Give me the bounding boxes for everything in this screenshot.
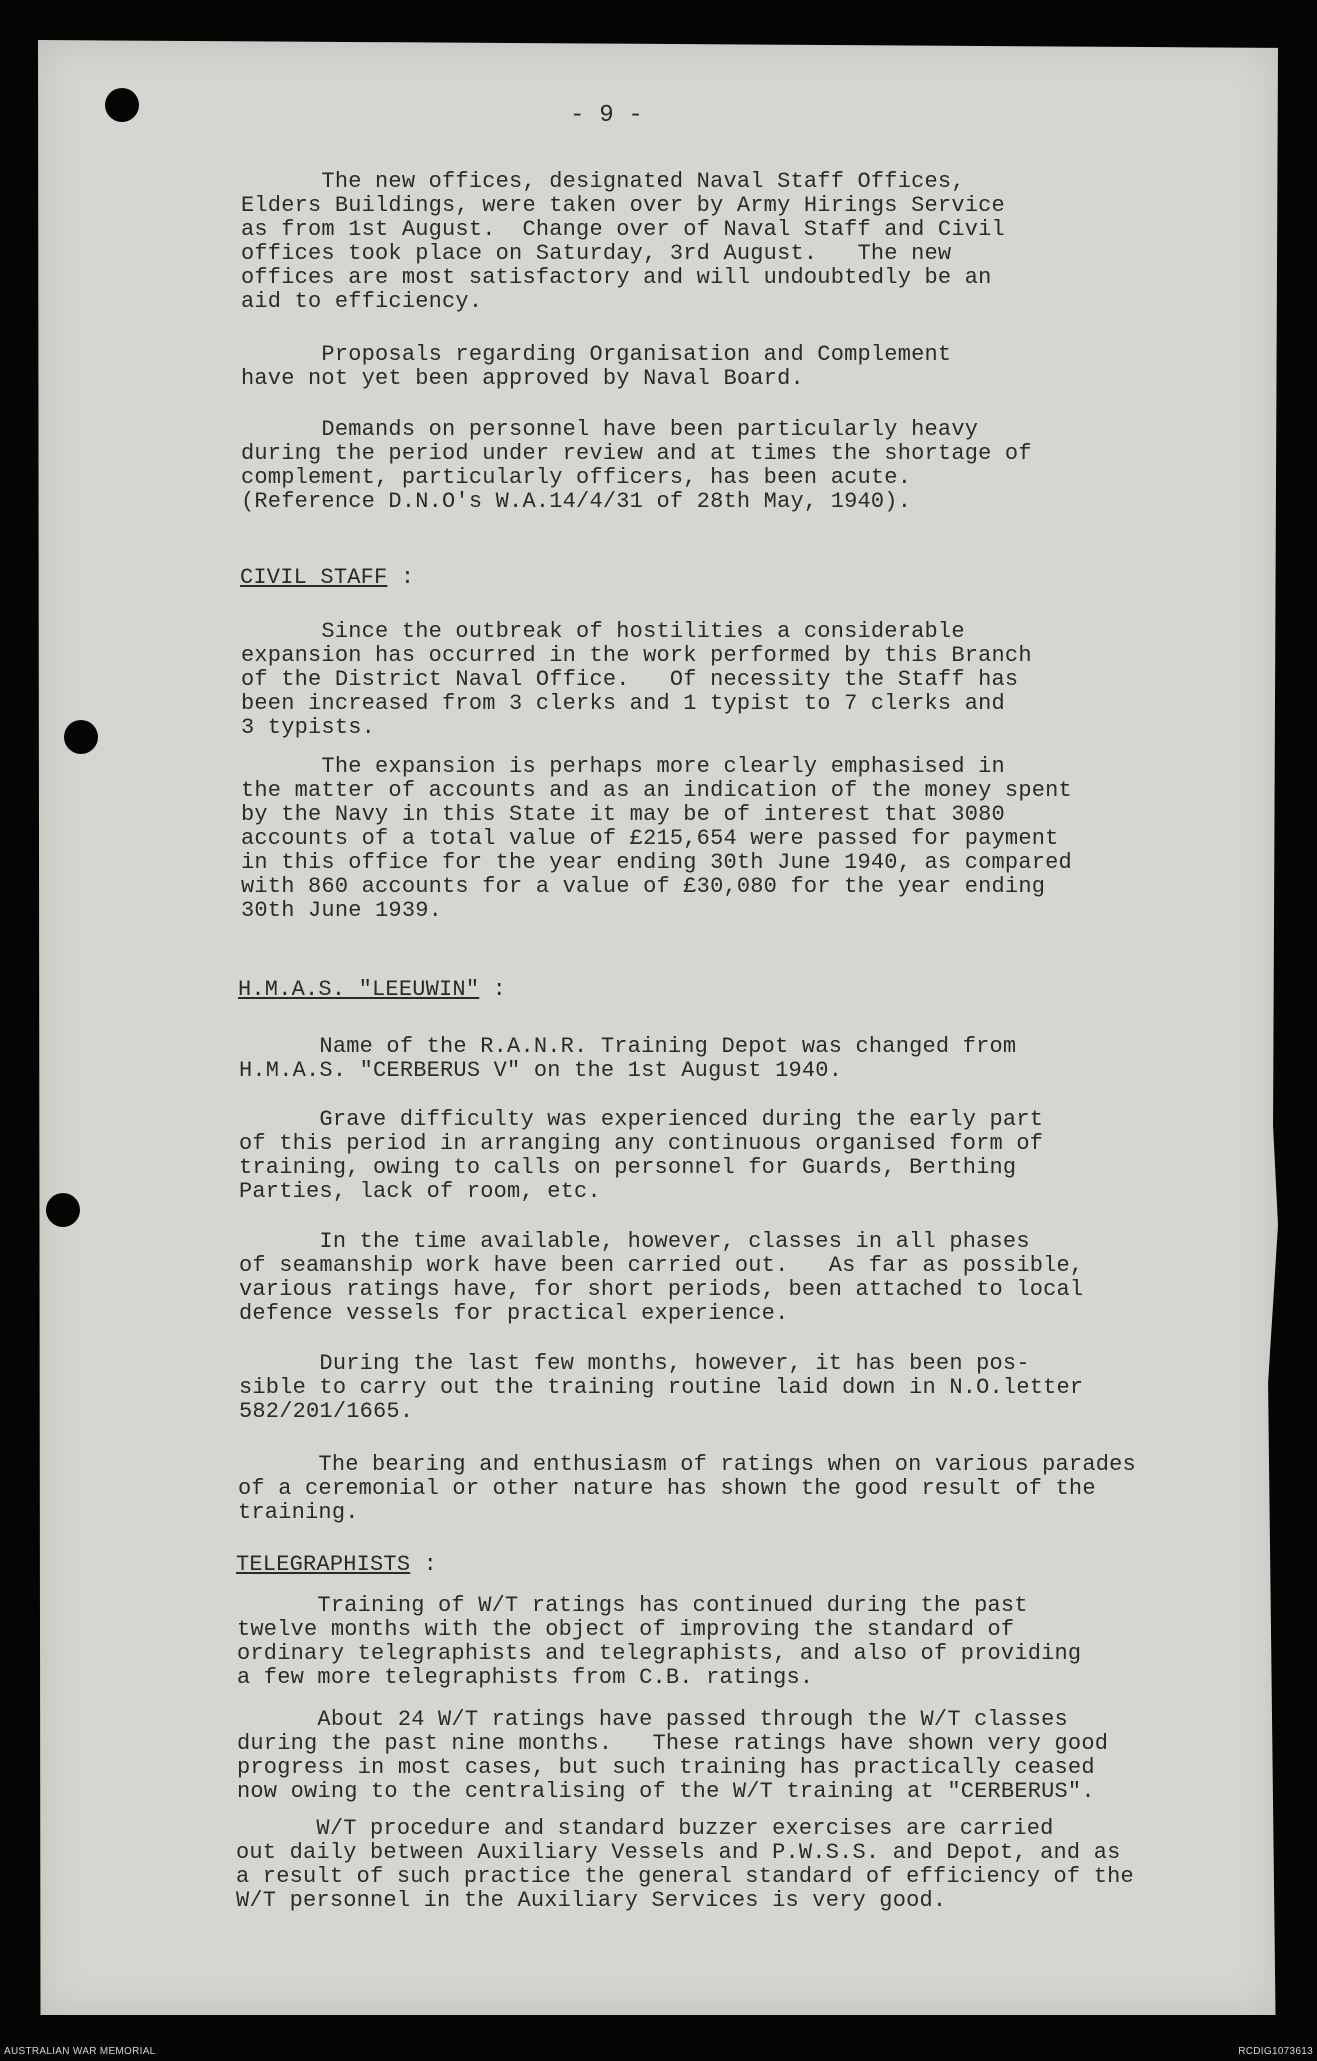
heading-colon: : [387,565,415,590]
footer-record-id: RCDIG1073613 [1238,2046,1313,2057]
punch-hole-middle [64,720,98,754]
paragraph: W/T procedure and standard buzzer exercises are carried out daily between Auxiliary Vessels and P.W.S.S. and Depot, and as a result of such practice the general standard of efficiency of the W/T personnel in the Auxiliary Services is very good. [236,1816,1134,1913]
paragraph: Demands on personnel have been particularly heavy during the period under review and at times the shortage of complement, particularly officers, has been acute. (Reference D.N.O's W.A.14/4/31 of 28th May, 1940). [241,417,1032,514]
paragraph: During the last few months, however, it has been pos- sible to carry out the training routine laid down in N.O.letter 582/201/1665. [239,1351,1084,1424]
paragraph: Proposals regarding Organisation and Complement have not yet been approved by Naval Board. [241,342,952,391]
punch-hole-bottom [46,1193,80,1227]
paragraph: Name of the R.A.N.R. Training Depot was changed from H.M.A.S. "CERBERUS V" on the 1st August 1940. [239,1034,1017,1083]
paragraph: Since the outbreak of hostilities a considerable expansion has occurred in the work performed by this Branch of the District Naval Office. Of necessity the Staff has been increased from 3 clerks and 1 typist to 7 clerks and 3 typists. [241,619,1032,740]
paragraph: The new offices, designated Naval Staff Offices, Elders Buildings, were taken over by Army Hirings Service as from 1st August. Change over of Naval Staff and Civil offices took place on Saturday, 3rd August. The new offices are most satisfactory and will undoubtedly be an aid to efficiency. [241,169,1005,314]
footer-institution: AUSTRALIAN WAR MEMORIAL [4,2046,156,2057]
punch-hole-top [105,88,139,122]
heading-colon: : [410,1552,438,1577]
paragraph: In the time available, however, classes in all phases of seamanship work have been carried out. As far as possible, various ratings have, for short periods, been attached to local defence vessels for practical experience. [239,1229,1084,1326]
section-heading-telegraphists [236,1553,437,1577]
heading-text: TELEGRAPHISTS [236,1552,411,1577]
heading-text: CIVIL STAFF [240,565,388,590]
section-heading-leeuwin [238,978,506,1002]
heading-colon: : [479,977,507,1002]
paragraph: The expansion is perhaps more clearly emphasised in the matter of accounts and as an indication of the money spent by the Navy in this State it may be of interest that 3080 accounts of a total value of £215,654 were passed for payment in this office for the year ending 30th June 1940, as compared with 860 accounts for a value of £30,080 for the year ending 30th June 1939. [241,754,1072,923]
section-heading-civil-staff [240,566,414,590]
paragraph: About 24 W/T ratings have passed through the W/T classes during the past nine months. These ratings have shown very good progress in most cases, but such training has practically ceased now owing to the centralising of the W/T training at "CERBERUS". [237,1707,1109,1804]
paragraph: Grave difficulty was experienced during the early part of this period in arranging any continuous organised form of training, owing to calls on personnel for Guards, Berthing Parties, lack of room, etc. [239,1107,1044,1204]
paragraph: The bearing and enthusiasm of ratings when on various parades of a ceremonial or other nature has shown the good result of the training. [238,1452,1136,1525]
page-number: - 9 - [570,102,644,129]
heading-text: H.M.A.S. "LEEUWIN" [238,977,480,1002]
paragraph: Training of W/T ratings has continued during the past twelve months with the object of improving the standard of ordinary telegraphists and telegraphists, and also of providing a few more telegraphists from C.B. ratings. [237,1593,1082,1690]
